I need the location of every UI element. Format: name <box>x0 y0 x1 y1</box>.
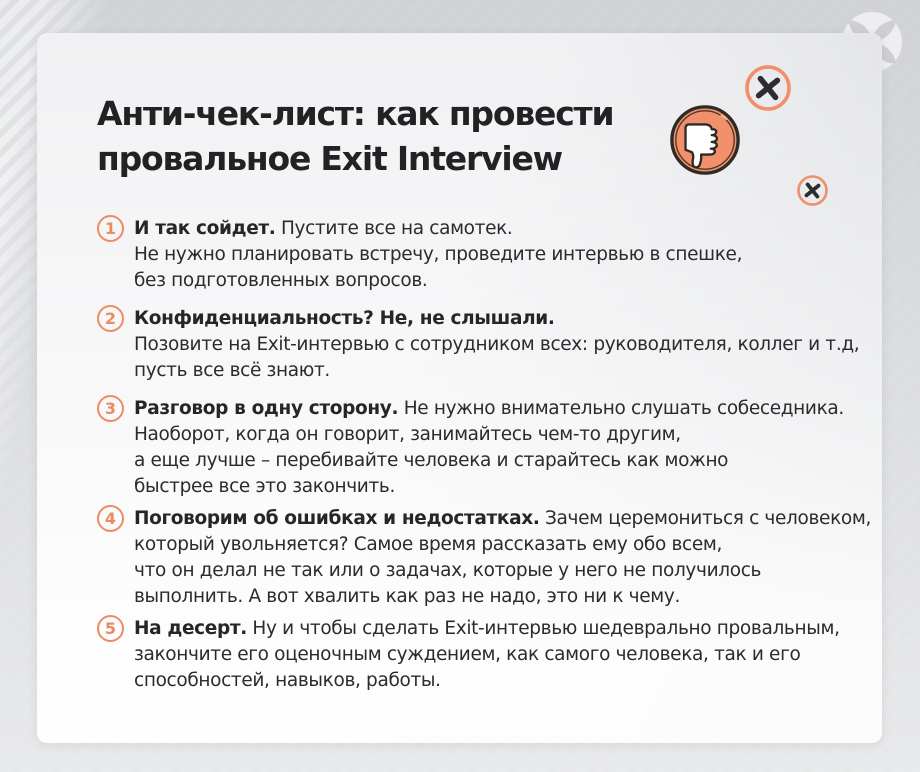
item-text: И так сойдет. Пустите все на самотек. Не нужно планировать встречу, проведите интервью в спешке, без подготовленных вопросов. <box>134 218 743 291</box>
x-mark-circle-large-icon <box>745 65 791 111</box>
checklist-item <box>97 396 857 500</box>
item-text: Разговор в одну сторону. Не нужно внимательно слушать собеседника. Наоборот, когда он говорит, занимайтесь чем-то другим, а еще лучше – перебивайте человека и старайтесь как можно быстрее все это закончить. <box>134 398 844 497</box>
item-number: 2 <box>104 309 117 328</box>
page-title-line1: Анти-чек-лист: как провести <box>97 94 614 133</box>
item-number-badge <box>97 215 124 242</box>
item-number-badge <box>97 505 124 532</box>
item-lead: Конфиденциальность? Не, не слышали. <box>134 308 555 329</box>
item-lead: Разговор в одну сторону. <box>134 398 399 419</box>
item-number: 5 <box>104 619 117 638</box>
item-text: Поговорим об ошибках и недостатках. Зачем церемониться с человеком, который увольняется? Самое время рассказать ему обо всем, что он делал не так или о задачах, которые у него не получилось выполнить. А вот хвалить как раз не надо, это ни к чему. <box>134 508 872 607</box>
checklist-item <box>97 216 857 294</box>
thumbs-down-icon <box>668 103 742 177</box>
content-card <box>37 33 882 743</box>
item-number-badge <box>97 395 124 422</box>
item-text: Конфиденциальность? Не, не слышали. Позовите на Exit-интервью с сотрудником всех: руководителя, коллег и т.д, пусть все всё знают. <box>134 308 860 381</box>
page-title <box>97 91 613 181</box>
checklist-item <box>97 306 860 384</box>
item-lead: Поговорим об ошибках и недостатках. <box>134 508 540 529</box>
item-number-badge <box>97 305 124 332</box>
item-text: На десерт. Ну и чтобы сделать Exit-интервью шедеврально провальным, закончите его оценочным суждением, как самого человека, так и его способностей, навыков, работы. <box>134 618 840 691</box>
item-lead: И так сойдет. <box>134 218 276 239</box>
page-title-line2: провальное Exit Interview <box>97 139 562 178</box>
checklist-item <box>97 506 872 610</box>
item-lead: На десерт. <box>134 618 247 639</box>
item-number-badge <box>97 615 124 642</box>
checklist-item <box>97 616 857 694</box>
item-number: 1 <box>104 219 117 238</box>
anti-checklist <box>97 216 872 706</box>
x-mark-circle-small-icon <box>797 175 828 206</box>
item-number: 4 <box>104 509 117 528</box>
item-number: 3 <box>104 399 117 418</box>
